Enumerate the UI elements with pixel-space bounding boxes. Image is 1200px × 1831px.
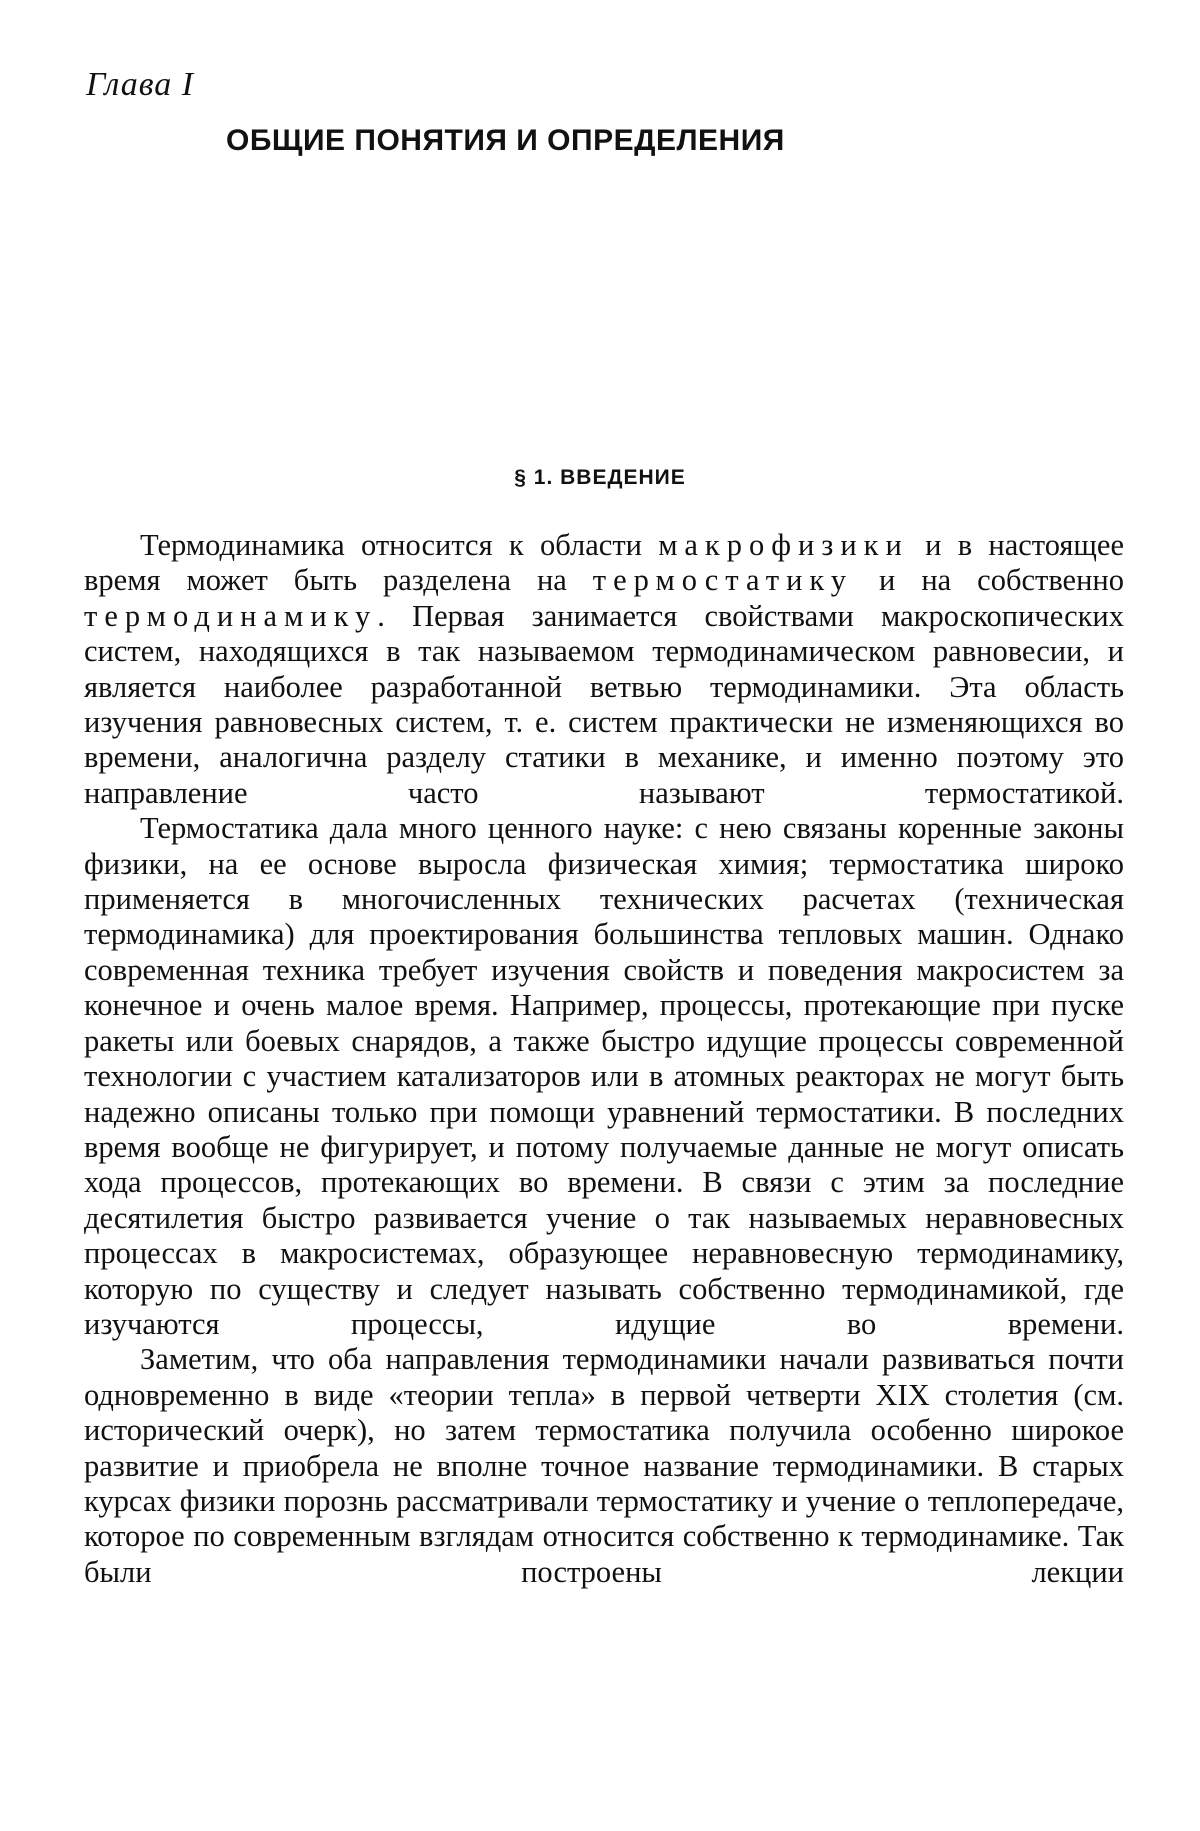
paragraph-1 — [84, 528, 1124, 811]
body-text — [84, 528, 1124, 1590]
paragraph-1-text-d: . Первая занимается свойствами макроскопических систем, находящихся в так называемом термодинамическом равновесии, и является наиболее разработанной ветвью термодинамики. Эта область изучения равновесных систем, т. е. систем практически не изменяющихся во времени, аналогична разделу статики в механике, и именно поэтому это направление часто называют термостатикой. — [84, 598, 1124, 810]
chapter-label: Глава I — [86, 66, 195, 103]
section-heading: § 1. ВВЕДЕНИЕ — [514, 466, 686, 489]
emphasis-macrophysics: макрофизики — [658, 528, 909, 562]
paragraph-1-text-a: Термодинамика относится к области — [140, 528, 659, 562]
chapter-title: ОБЩИЕ ПОНЯТИЯ И ОПРЕДЕЛЕНИЯ — [226, 124, 785, 157]
emphasis-thermodynamics: термодинамику — [84, 598, 378, 633]
emphasis-thermostatics: термостатику — [592, 563, 854, 598]
paragraph-2: Термостатика дала много ценного науке: с нею связаны коренные законы физики, на ее основе выросла физическая химия; термостатика широко применяется в многочисленных технических расчетах (техническая термодинамика) для проектирования большинства тепловых машин. Однако современная техника требует изучения свойств и поведения макросистем за конечное и очень малое время. Например, процессы, протекающие при пуске ракеты или боевых снарядов, а также быстро идущие процессы современной технологии с участием катализаторов или в атомных реакторах не могут быть надежно описаны только при помощи уравнений термостатики. В последних время вообще не фигурирует, и потому получаемые данные не могут описать хода процессов, протекающих во времени. В связи с этим за последние десятилетия быстро развивается учение о так называемых неравновесных процессах в макросистемах, образующее неравновесную термодинамику, которую по существу и следует называть собственно термодинамикой, где изучаются процессы, идущие во времени. — [84, 811, 1124, 1341]
paragraph-1-text-b: и в настоящее время может быть разделена на — [84, 528, 1124, 598]
paragraph-3: Заметим, что оба направления термодинамики начали развиваться почти одновременно в виде «теории тепла» в первой четверти XIX столетия (см. исторический очерк), но затем термостатика получила особенно широкое развитие и приобрела не вполне точное название термодинамики. В старых курсах физики порознь рассматривали термостатику и учение о теплопередаче, которое по современным взглядам относится собственно к термодинамике. Так были построены лекции — [84, 1342, 1124, 1589]
paragraph-1-text-c: и на собственно — [853, 563, 1124, 598]
